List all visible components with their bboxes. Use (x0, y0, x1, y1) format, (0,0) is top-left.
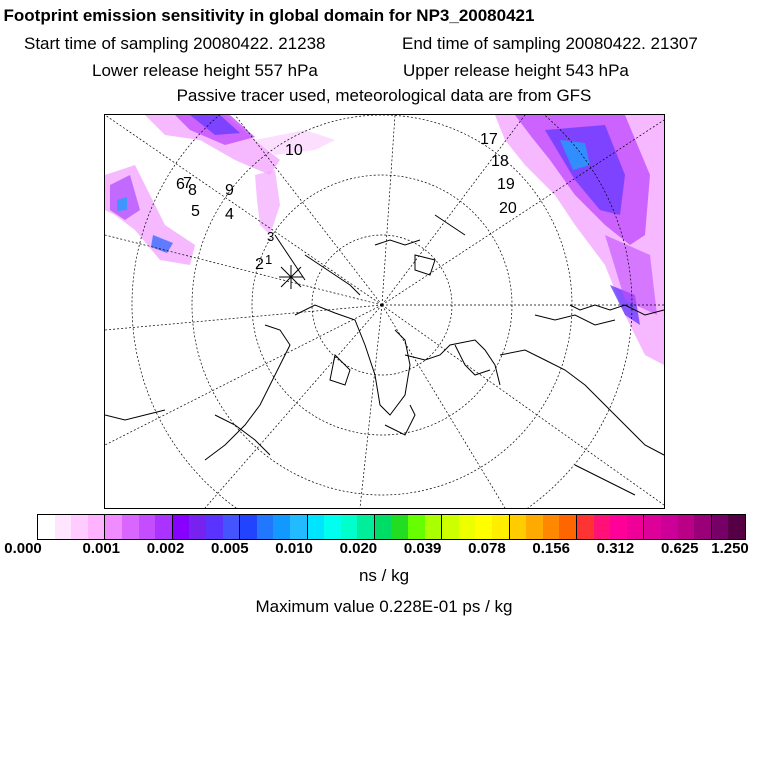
colorbar-swatch (425, 515, 442, 539)
colorbar-tick-label: 0.002 (146, 540, 185, 557)
colorbar-unit: ns / kg (358, 566, 410, 585)
colorbar-swatch (526, 515, 543, 539)
colorbar-tick-label: 0.020 (339, 540, 378, 557)
colorbar-swatch (678, 515, 695, 539)
colorbar-swatch (594, 515, 611, 539)
colorbar-swatch (38, 515, 55, 539)
colorbar (37, 514, 746, 540)
colorbar-swatch (509, 515, 527, 539)
day-label: 6 (176, 176, 185, 193)
colorbar-swatch (239, 515, 257, 539)
colorbar-tick-label: 0.000 (4, 540, 42, 557)
colorbar-tick-label: 0.156 (532, 540, 570, 557)
colorbar-tick-label: 0.001 (82, 540, 121, 557)
end-time-label: End time of sampling 20080422. 21307 (402, 34, 698, 53)
colorbar-swatch (357, 515, 374, 539)
colorbar-swatch (728, 515, 745, 539)
sensitivity-plume-northeast (495, 115, 664, 365)
colorbar-swatch (627, 515, 644, 539)
release-site-marker (279, 265, 303, 289)
colorbar-swatch (475, 515, 492, 539)
colorbar-swatch (55, 515, 72, 539)
day-label: 5 (191, 203, 200, 220)
colorbar-swatch (104, 515, 122, 539)
map-canvas (105, 115, 664, 508)
colorbar-swatch (694, 515, 711, 539)
colorbar-swatch (307, 515, 325, 539)
lower-release-label: Lower release height 557 hPa (92, 61, 318, 80)
colorbar-tick-label: 0.078 (468, 540, 506, 557)
day-label: 18 (491, 153, 509, 170)
colorbar-tick-label: 0.005 (211, 540, 249, 557)
day-label: 4 (225, 206, 234, 223)
colorbar-tick-label: 0.625 (660, 540, 699, 557)
colorbar-swatch (273, 515, 290, 539)
colorbar-swatch (391, 515, 408, 539)
colorbar-swatch (88, 515, 105, 539)
start-time-label: Start time of sampling 20080422. 21238 (24, 34, 326, 53)
day-label: 20 (499, 200, 517, 217)
colorbar-swatch (172, 515, 190, 539)
maximum-value-text: Maximum value 0.228E-01 ps / kg (255, 597, 513, 616)
day-label: 7 (183, 175, 192, 192)
colorbar-swatch (711, 515, 729, 539)
colorbar-swatch (374, 515, 392, 539)
colorbar-swatch (576, 515, 594, 539)
day-label: 9 (225, 182, 234, 199)
colorbar-tick-label: 0.010 (275, 540, 313, 557)
day-label: 19 (497, 176, 515, 193)
colorbar-swatch (223, 515, 240, 539)
colorbar-swatch (155, 515, 172, 539)
day-label: 8 (188, 182, 197, 199)
day-label: 17 (480, 131, 498, 148)
colorbar-tick-label: 1.250 (711, 540, 749, 557)
day-label: 1 (265, 252, 273, 267)
colorbar-swatch (492, 515, 509, 539)
colorbar-swatch (71, 515, 88, 539)
colorbar-swatch (290, 515, 307, 539)
colorbar-swatch (206, 515, 223, 539)
colorbar-swatch (459, 515, 476, 539)
colorbar-swatch (559, 515, 576, 539)
colorbar-swatch (408, 515, 425, 539)
colorbar-swatch (257, 515, 274, 539)
colorbar-swatch (189, 515, 206, 539)
day-label: 10 (285, 142, 303, 159)
colorbar-swatch (643, 515, 661, 539)
map-title: Footprint emission sensitivity in global domain for NP3_20080421 (3, 6, 535, 25)
sensitivity-plume-northwest (105, 115, 335, 265)
colorbar-swatch (341, 515, 358, 539)
colorbar-swatch (543, 515, 560, 539)
day-label: 3 (267, 229, 275, 244)
colorbar-swatch (661, 515, 678, 539)
colorbar-swatch (139, 515, 156, 539)
colorbar-tick-label: 0.039 (403, 540, 442, 557)
upper-release-label: Upper release height 543 hPa (403, 61, 629, 80)
colorbar-swatch (122, 515, 139, 539)
polar-map (104, 114, 665, 509)
colorbar-swatch (441, 515, 459, 539)
colorbar-swatch (610, 515, 627, 539)
colorbar-swatch (324, 515, 341, 539)
colorbar-tick-label: 0.312 (596, 540, 635, 557)
day-label: 2 (255, 256, 264, 273)
tracer-note: Passive tracer used, meteorological data are from GFS (176, 86, 592, 105)
